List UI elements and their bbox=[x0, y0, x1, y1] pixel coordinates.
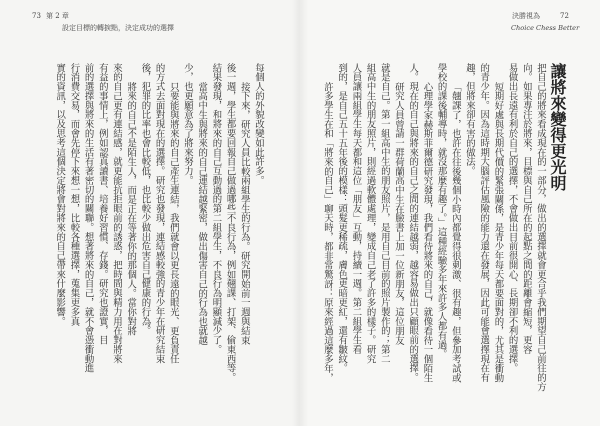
left-body-column: 每個人的外貌改變如此許多。 bbox=[253, 63, 264, 186]
right-body-column: 向。如果專注於將來，目標與自己所在的起點之間的距離會縮短，更容 bbox=[520, 63, 532, 355]
right-body-column: 組高中生的朋友照片，則經過軟體處理，變成自己老了許多的樣子。研究 bbox=[364, 63, 376, 364]
left-body-column: 的方式去面對現在的選擇。研究也發現，連結感較強的青少年在研究結束 bbox=[153, 63, 165, 364]
right-body-column: 短期好處與長期代價的緊張關係，是青少年每天都要面對的，尤其是衝動 bbox=[492, 81, 504, 383]
right-body-column: 「翹課了，也許在往後幾個小時內都覺得很刺激、很有趣，但參加考試或 bbox=[449, 81, 461, 383]
chapter-label: 第 2 章 bbox=[46, 12, 69, 20]
right-body-column: 把自己的將來看成現在的一部分，做出的選擇就會更合乎我們期望自己前往的方 bbox=[535, 63, 546, 392]
right-body-column: 易做出長遠有利於自己的選擇，不會做出目前很開心、長期卻不利的選擇。 bbox=[506, 63, 518, 373]
left-page-number: 73 bbox=[32, 12, 41, 20]
right-page-number: 72 bbox=[560, 12, 569, 20]
left-body-column: 接下來，研究人員比較兩組學生的行為。研究開始前一週與結束 bbox=[238, 81, 250, 345]
left-body-column: 後，犯罪的比率也會比較低，也比較少做出危害自己健康的行為。 bbox=[139, 63, 151, 336]
book-gutter bbox=[292, 0, 308, 426]
left-body-column: 來的自己更有連結感，就更能抗拒眼前的誘惑，把時間與精力用在對將來 bbox=[111, 63, 122, 364]
left-body-column: 將來的自己不是陌生人，而是正在等著你的那個人。當你對將 bbox=[125, 81, 137, 336]
left-body-column: 實的資訊，以及思考這個決定將會對將來的自己帶來什麼影響。 bbox=[54, 63, 66, 326]
left-body-column: 有益的事情上，例如認真讀書、培養好習慣、存錢。研究也證實，目 bbox=[96, 63, 108, 345]
right-running-subtitle: Choice Chess Better bbox=[511, 24, 580, 32]
right-body-column: 學校的課後輔導時，就沒那麼有趣了。」這種經驗多年來許多人都有過。 bbox=[435, 63, 447, 359]
left-running-title: 設定目標的轉捩點，決定成功的選擇 bbox=[62, 24, 174, 32]
right-body-column: 人。現在的自己與將來的自己之間的連結越弱，越容易做出只顧眼前的選擇。 bbox=[407, 63, 419, 383]
left-body-column: 行消費交易，而會先停下來想一想，比較各種選擇，蒐集更多真 bbox=[68, 63, 80, 326]
right-body-column: 研究人員曾請一群荷蘭高中生在臉書上加一位新朋友，這位朋友 bbox=[393, 81, 404, 345]
right-body-column: 到的，是自己五十五年後的模樣：頭髮更稀疏，膚色更暗更紅，還有皺紋。 bbox=[336, 63, 348, 373]
right-body-column: 心理學家赫斯菲爾德研究發現，我們看待將來的自己，就像看待一個陌生 bbox=[421, 81, 433, 383]
left-body-column: 當高中生與將來的自己連結越緊密，做出傷害自己的行為也就越 bbox=[196, 81, 208, 345]
right-body-column: 趣，但將來卻有害的做法。 bbox=[464, 63, 475, 176]
left-body-column: 只要能與將來的自己產生連結，我們就會以更長遠的眼光、更負責任 bbox=[167, 81, 179, 364]
right-body-column: 許多學生在和「將來的自己」聊天時，都非常驚訝：原來經過這麼多年， bbox=[322, 81, 333, 383]
right-running-title: 決勝視為 bbox=[512, 12, 540, 20]
right-body-column: 就是自己。第一組高中生的朋友照片，是用自己目前的照片製作的；第二 bbox=[378, 63, 390, 364]
left-body-column: 前的選擇與將來的生活有著密切的關聯。想著將來的自己，就不會憑衝動進 bbox=[82, 63, 94, 373]
section-title: 讓將來變得更光明 bbox=[548, 63, 567, 191]
right-body-column: 的青少年。因為這時期大腦評估風險的能力還在發展，因此可能會選擇現在有 bbox=[478, 63, 490, 383]
left-body-column: 後一週，學生都要回報自己做過哪些不良行為，例如翹課、打架、偷東西等。 bbox=[224, 63, 236, 383]
right-body-column: 人員讓兩組學生每天都和這位「朋友」互動，持續一週。第二組學生看 bbox=[350, 63, 362, 355]
left-body-column: 少，也更願意為了將來努力。 bbox=[182, 63, 193, 186]
left-body-column: 結果發現，和將來的自己互動過的第二組學生，不良行為明顯減少了。 bbox=[210, 63, 222, 355]
